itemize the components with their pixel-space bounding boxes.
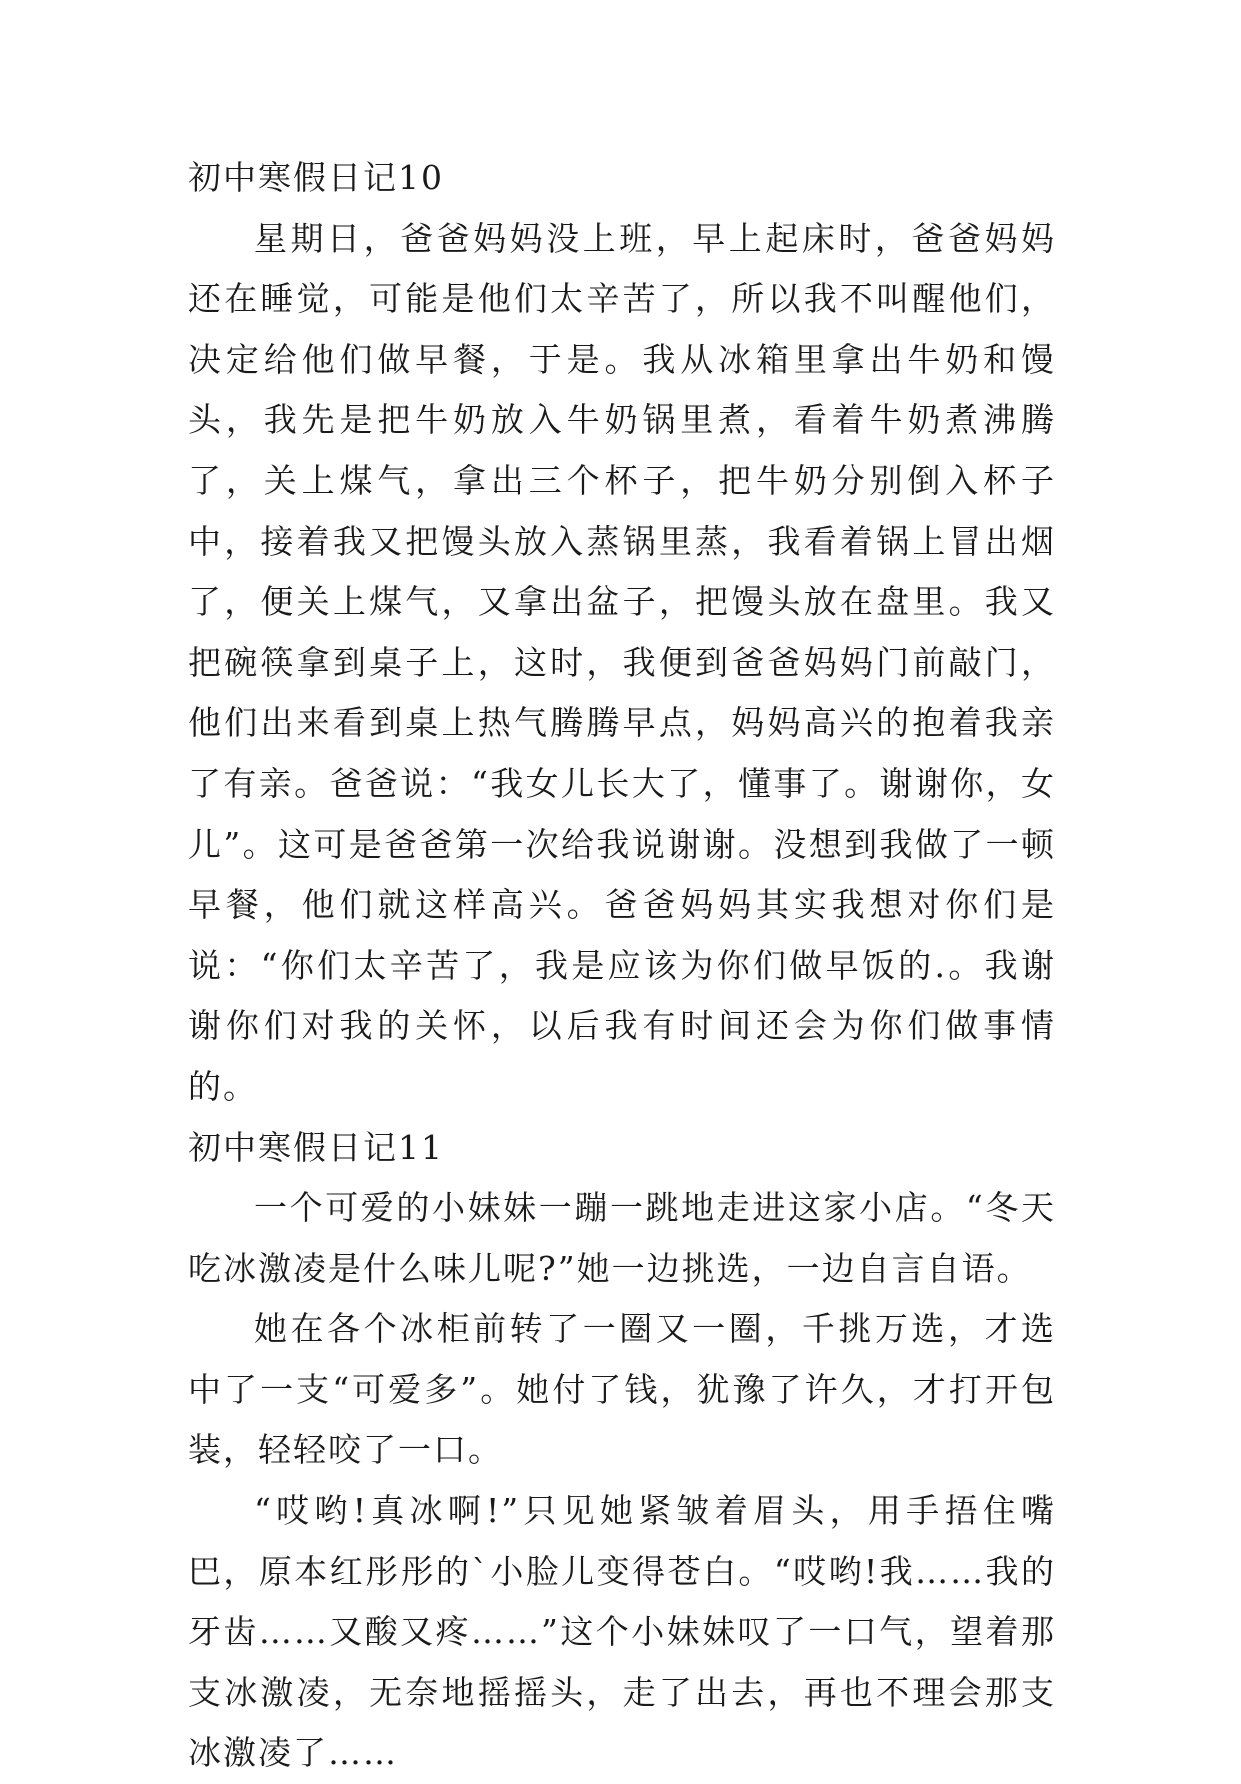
paragraph: 星期日，爸爸妈妈没上班，早上起床时，爸爸妈妈还在睡觉，可能是他们太辛苦了，所以我不叫醒他们，决定给他们做早餐，于是。我从冰箱里拿出牛奶和馒头，我先是把牛奶放入牛奶锅里煮，看着牛奶煮沸腾了，关上煤气，拿出三个杯子，把牛奶分别倒入杯子中，接着我又把馒头放入蒸锅里蒸，我看着锅上冒出烟了，便关上煤气，又拿出盆子，把馒头放在盘里。我又把碗筷拿到桌子上，这时，我便到爸爸妈妈门前敲门，他们出来看到桌上热气腾腾早点，妈妈高兴的抱着我亲了有亲。爸爸说：“我女儿长大了，懂事了。谢谢你，女儿”。这可是爸爸第一次给我说谢谢。没想到我做了一顿早餐，他们就这样高兴。爸爸妈妈其实我想对你们是说：“你们太辛苦了，我是应该为你们做早饭的.。我谢谢你们对我的关怀，以后我有时间还会为你们做事情的。 [188, 209, 1056, 1118]
diary-section-10 [188, 148, 1056, 1118]
section-title: 初中寒假日记10 [188, 148, 1056, 209]
paragraph: “哎哟!真冰啊!”只见她紧皱着眉头，用手捂住嘴巴，原本红彤彤的`小脸儿变得苍白。“哎哟!我……我的牙齿……又酸又疼……”这个小妹妹叹了一口气，望着那支冰激凌，无奈地摇摇头，走了出去，再也不理会那支冰激凌了…… [188, 1481, 1056, 1784]
diary-section-11 [188, 1118, 1056, 1784]
section-title: 初中寒假日记11 [188, 1118, 1056, 1179]
document-body [188, 148, 1056, 1784]
paragraph: 一个可爱的小妹妹一蹦一跳地走进这家小店。“冬天吃冰激凌是什么味儿呢?”她一边挑选，一边自言自语。 [188, 1178, 1056, 1299]
paragraph: 她在各个冰柜前转了一圈又一圈，千挑万选，才选中了一支“可爱多”。她付了钱，犹豫了许久，才打开包装，轻轻咬了一口。 [188, 1299, 1056, 1481]
